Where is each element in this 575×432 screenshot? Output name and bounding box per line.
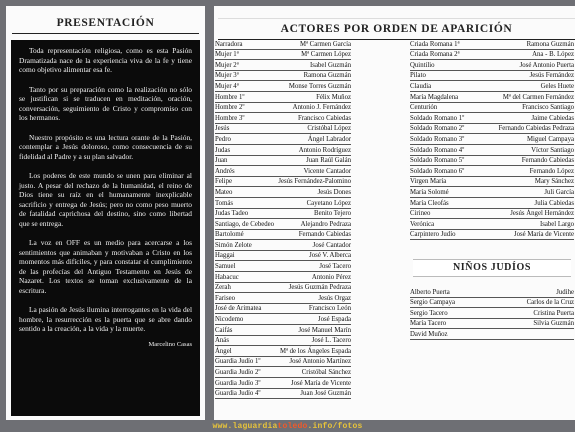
role-name: Haggai: [215, 252, 235, 260]
actor-name: Vicente Cantador: [303, 167, 351, 175]
actor-name: Ángel Labrador: [307, 135, 351, 143]
role-name: Mujer 2ª: [215, 61, 239, 69]
role-name: Claudia: [410, 82, 432, 90]
actor-name: Fernando Cabiedas: [298, 231, 351, 239]
cast-row: [215, 156, 351, 167]
actor-name: Ana - B. López: [532, 51, 574, 59]
cast-row: [410, 156, 574, 167]
actor-name: José Manuel Marín: [298, 326, 351, 334]
role-name: Santiago, de Cebedeo: [215, 220, 275, 228]
cast-row: [410, 319, 574, 330]
role-name: Quintilio: [410, 61, 435, 69]
role-name: Guardia Judío 4º: [215, 390, 261, 398]
cast-row: [215, 145, 351, 156]
cast-row: [410, 166, 574, 177]
role-name: Samuel: [215, 263, 236, 271]
actor-name: Julia Cabiedas: [534, 199, 574, 207]
role-name: Caifás: [215, 326, 233, 334]
role-name: Guardia Judío 3º: [215, 379, 261, 387]
actor-name: José L. Tacero: [311, 337, 351, 345]
cast-row: [410, 287, 574, 298]
role-name: Criada Romana 1ª: [410, 40, 460, 48]
actor-name: Mª Carmen García: [300, 40, 351, 48]
role-name: Jesús: [215, 125, 230, 133]
presentacion-paragraph: La voz en OFF es un medio para acercarse a los sentimientos que animaban y motivaban a Cristo en los momentos más difíciles, y para constatar el cumplimiento de las profecías del Antiguo Testamento en Jesús de Nazaret. Los textos se toman exclusivamente de la escritura.: [19, 238, 192, 295]
actor-name: Ramona Guzmán: [526, 40, 574, 48]
actor-name: Isabel Guzmán: [310, 61, 351, 69]
actor-name: Carlos de la Cruz: [526, 299, 574, 307]
ninos-judios-list: [410, 287, 574, 340]
actor-name: Geles Huete: [540, 82, 574, 90]
role-name: Hombre 2º: [215, 104, 245, 112]
cast-list-column-1: [215, 39, 351, 399]
role-name: Alberto Puerta: [410, 288, 450, 296]
presentacion-paragraph: Tanto por su preparación como la realización no sólo se justifican si se traducen en meditación, oración, conversación, seguimiento de Cristo y compromiso con los hermanos.: [19, 84, 192, 122]
role-name: Verónica: [410, 220, 435, 228]
role-name: Hombre 1º: [215, 93, 245, 101]
presentacion-paragraph: La pasión de Jesús ilumina interrogantes en la vida del hombre, la resurrección es la puerta que se abre dando sentido a la creación, a la vida y la muerte.: [19, 305, 192, 333]
cast-row: [215, 71, 351, 82]
cast-row: [410, 60, 574, 71]
cast-row: [410, 124, 574, 135]
actor-name: Jesús Ángel Hernández: [510, 210, 574, 218]
role-name: Mujer 4ª: [215, 82, 239, 90]
role-name: José de Arimatea: [215, 305, 262, 313]
cast-row: [410, 209, 574, 220]
actor-name: Jaime Cabiedas: [531, 114, 574, 122]
cast-row: [410, 92, 574, 103]
cast-row: [410, 219, 574, 230]
actor-name: Fernando López: [529, 167, 574, 175]
role-name: Narradora: [215, 40, 243, 48]
role-name: Habacuc: [215, 273, 239, 281]
signature: Marcelino Casas: [148, 340, 192, 348]
presentacion-title: PRESENTACIÓN: [12, 15, 199, 34]
actor-name: Juan Raúl Galán: [306, 157, 351, 165]
presentacion-paragraph: Toda representación religiosa, como es esta Pasión Dramatizada nace de la experiencia viva de la fe y tiene como objetivo alimentar esa fe.: [19, 46, 192, 74]
role-name: David Muñoz: [410, 330, 448, 338]
role-name: Centurión: [410, 104, 438, 112]
cast-row: [410, 230, 574, 241]
cast-row: [215, 346, 351, 357]
actor-name: Judihe: [556, 288, 574, 296]
role-name: Criada Romana 2ª: [410, 51, 460, 59]
cast-row: [215, 187, 351, 198]
role-name: Sergio Campaya: [410, 299, 455, 307]
cast-row: [410, 81, 574, 92]
cast-row: [215, 113, 351, 124]
role-name: Juan: [215, 157, 228, 165]
role-name: María Solomé: [410, 188, 449, 196]
role-name: Andrés: [215, 167, 235, 175]
cast-row: [215, 39, 351, 50]
role-name: Soldado Romano 3º: [410, 135, 465, 143]
actor-name: Benito Tejero: [314, 210, 351, 218]
cast-row: [215, 60, 351, 71]
cast-row: [215, 103, 351, 114]
cast-row: [410, 134, 574, 145]
cast-row: [215, 166, 351, 177]
role-name: Nicodemo: [215, 316, 244, 324]
cast-row: [410, 198, 574, 209]
actor-name: Antonio J. Fernández: [292, 104, 351, 112]
actor-name: Miguel Campaya: [526, 135, 574, 143]
actor-name: Mary Sánchez: [534, 178, 574, 186]
role-name: Ángel: [215, 347, 232, 355]
role-name: Mujer 1ª: [215, 51, 239, 59]
cast-row: [215, 357, 351, 368]
role-name: Soldado Romano 2º: [410, 125, 465, 133]
actor-name: Jesús Orgaz: [318, 294, 351, 302]
cast-row: [215, 81, 351, 92]
cast-row: [215, 367, 351, 378]
cast-row: [410, 71, 574, 82]
url-part: www.laguardia: [212, 422, 278, 431]
presentacion-paragraph: Nuestro propósito es una lectura orante de la Pasión, contemplar a Jesús doloroso, como consecuencia de su fidelidad al Padre y a su plan salvador.: [19, 132, 192, 161]
actores-title: ACTORES POR ORDEN DE APARICIÓN: [218, 18, 575, 40]
actor-name: Alejandro Pedraza: [300, 220, 351, 228]
role-name: Mujer 3ª: [215, 72, 239, 80]
cast-row: [215, 240, 351, 251]
actor-name: Cayetano López: [306, 199, 351, 207]
cast-row: [215, 134, 351, 145]
cast-row: [215, 325, 351, 336]
actor-name: Juli García: [544, 188, 574, 196]
actor-name: Mª del Carmen Fernández: [502, 93, 574, 101]
actor-name: José María de Vicente: [513, 231, 574, 239]
actor-name: José V. Alberca: [309, 252, 351, 260]
cast-row: [410, 308, 574, 319]
role-name: María Cleofás: [410, 199, 449, 207]
cast-row: [410, 187, 574, 198]
cast-row: [215, 50, 351, 61]
actor-name: Jesús Fernández: [529, 72, 574, 80]
role-name: Felipe: [215, 178, 232, 186]
cast-row: [215, 304, 351, 315]
role-name: Soldado Romano 6º: [410, 167, 465, 175]
role-name: Pilato: [410, 72, 426, 80]
presentacion-paragraph: Los poderes de este mundo se unen para eliminar al justo. A pesar del rechazo de la humanidad, el reino de Dios tiene su raíz en el humanamente inexplicable sacrificio y entrega de Jesús; pero no como peso muerto de fatalidad caprichosa del destino, sino como libertad que se entrega.: [19, 171, 192, 228]
cast-list-column-2: [410, 39, 574, 240]
role-name: Bartolomé: [215, 231, 244, 239]
cast-row: [410, 103, 574, 114]
role-name: Hombre 3º: [215, 114, 245, 122]
cast-row: [215, 314, 351, 325]
role-name: Soldado Romano 1º: [410, 114, 465, 122]
actor-name: Monse Torres Guzmán: [288, 82, 351, 90]
cast-row: [215, 124, 351, 135]
actor-name: Jesús Guzmán Pedraza: [288, 284, 351, 292]
actor-name: Ramona Guzmán: [303, 72, 351, 80]
cast-row: [215, 92, 351, 103]
cast-row: [215, 389, 351, 400]
actor-name: José Cantador: [312, 241, 351, 249]
role-name: Judas Tadeo: [215, 210, 249, 218]
actor-name: Fernando Cabiedas Pedraza: [498, 125, 574, 133]
url-part: .info/fotos: [307, 422, 363, 431]
cast-row: [215, 293, 351, 304]
role-name: Sergio Tacero: [410, 309, 448, 317]
actor-name: Cristóbal Sánchez: [301, 369, 351, 376]
cast-row: [215, 283, 351, 294]
role-name: Carpintero Judío: [410, 231, 456, 239]
actor-name: Cristina Puerta: [533, 309, 574, 317]
cast-row: [215, 177, 351, 188]
actor-name: Félix Muñoz: [316, 93, 351, 101]
actor-name: Mª de los Ángeles Espada: [280, 347, 351, 355]
actor-name: Juan José Guzmán: [300, 390, 351, 398]
role-name: Virgen María: [410, 178, 447, 186]
cast-row: [215, 251, 351, 262]
actor-name: José Espada: [317, 316, 351, 324]
presentacion-text-box: [11, 40, 200, 416]
watermark-url: [200, 421, 375, 432]
actor-name: Antonio Rodríguez: [298, 146, 351, 154]
actor-name: Francisco León: [308, 305, 351, 313]
actor-name: José María de Vicente: [290, 379, 351, 387]
cast-row: [215, 378, 351, 389]
cast-row: [215, 261, 351, 272]
role-name: Guardia Judío 1º: [215, 358, 261, 366]
actor-name: Cristóbal López: [307, 125, 351, 133]
actor-name: Víctor Santiago: [531, 146, 574, 154]
cast-row: [215, 230, 351, 241]
actor-name: Jesús Fernández-Palomino: [278, 178, 351, 186]
ninos-judios-title: NIÑOS JUDÍOS: [413, 259, 571, 277]
cast-row: [215, 272, 351, 283]
cast-row: [215, 219, 351, 230]
role-name: Pedro: [215, 135, 231, 143]
actor-name: Francisco Santiago: [522, 104, 574, 112]
role-name: Soldado Romano 4º: [410, 146, 465, 154]
role-name: Tomás: [215, 199, 234, 207]
role-name: María Tacero: [410, 320, 447, 328]
role-name: Mateo: [215, 188, 233, 196]
actor-name: Mª Carmen López: [301, 51, 351, 59]
cast-row: [215, 336, 351, 347]
presentacion-panel: [6, 6, 205, 420]
role-name: Guardia Judío 2º: [215, 369, 261, 376]
actor-name: Antonio Pérez: [311, 273, 351, 281]
actor-name: Francisco Cabiedas: [297, 114, 351, 122]
cast-row: [410, 145, 574, 156]
actor-name: José Antonio Martínez: [289, 358, 351, 366]
actor-name: Silvia Guzmán: [533, 320, 574, 328]
cast-row: [410, 113, 574, 124]
url-part: toledo: [277, 422, 308, 431]
cast-row: [215, 198, 351, 209]
role-name: Fariseo: [215, 294, 236, 302]
cast-row: [410, 298, 574, 309]
role-name: Soldado Romano 5º: [410, 157, 465, 165]
role-name: Simón Zelote: [215, 241, 252, 249]
actor-name: José Tacero: [319, 263, 351, 271]
actor-name: José Antonio Puerta: [519, 61, 574, 69]
cast-row: [410, 50, 574, 61]
role-name: Judas: [215, 146, 231, 154]
role-name: Cirineo: [410, 210, 431, 218]
role-name: Anás: [215, 337, 229, 345]
actor-name: Isabel Largo: [539, 220, 574, 228]
role-name: María Magdalena: [410, 93, 459, 101]
cast-row: [410, 329, 574, 340]
actor-name: Fernando Cabiedas: [521, 157, 574, 165]
cast-row: [215, 209, 351, 220]
cast-row: [410, 39, 574, 50]
cast-row: [410, 177, 574, 188]
actor-name: Jesús Dones: [317, 188, 351, 196]
role-name: Zerah: [215, 284, 231, 292]
